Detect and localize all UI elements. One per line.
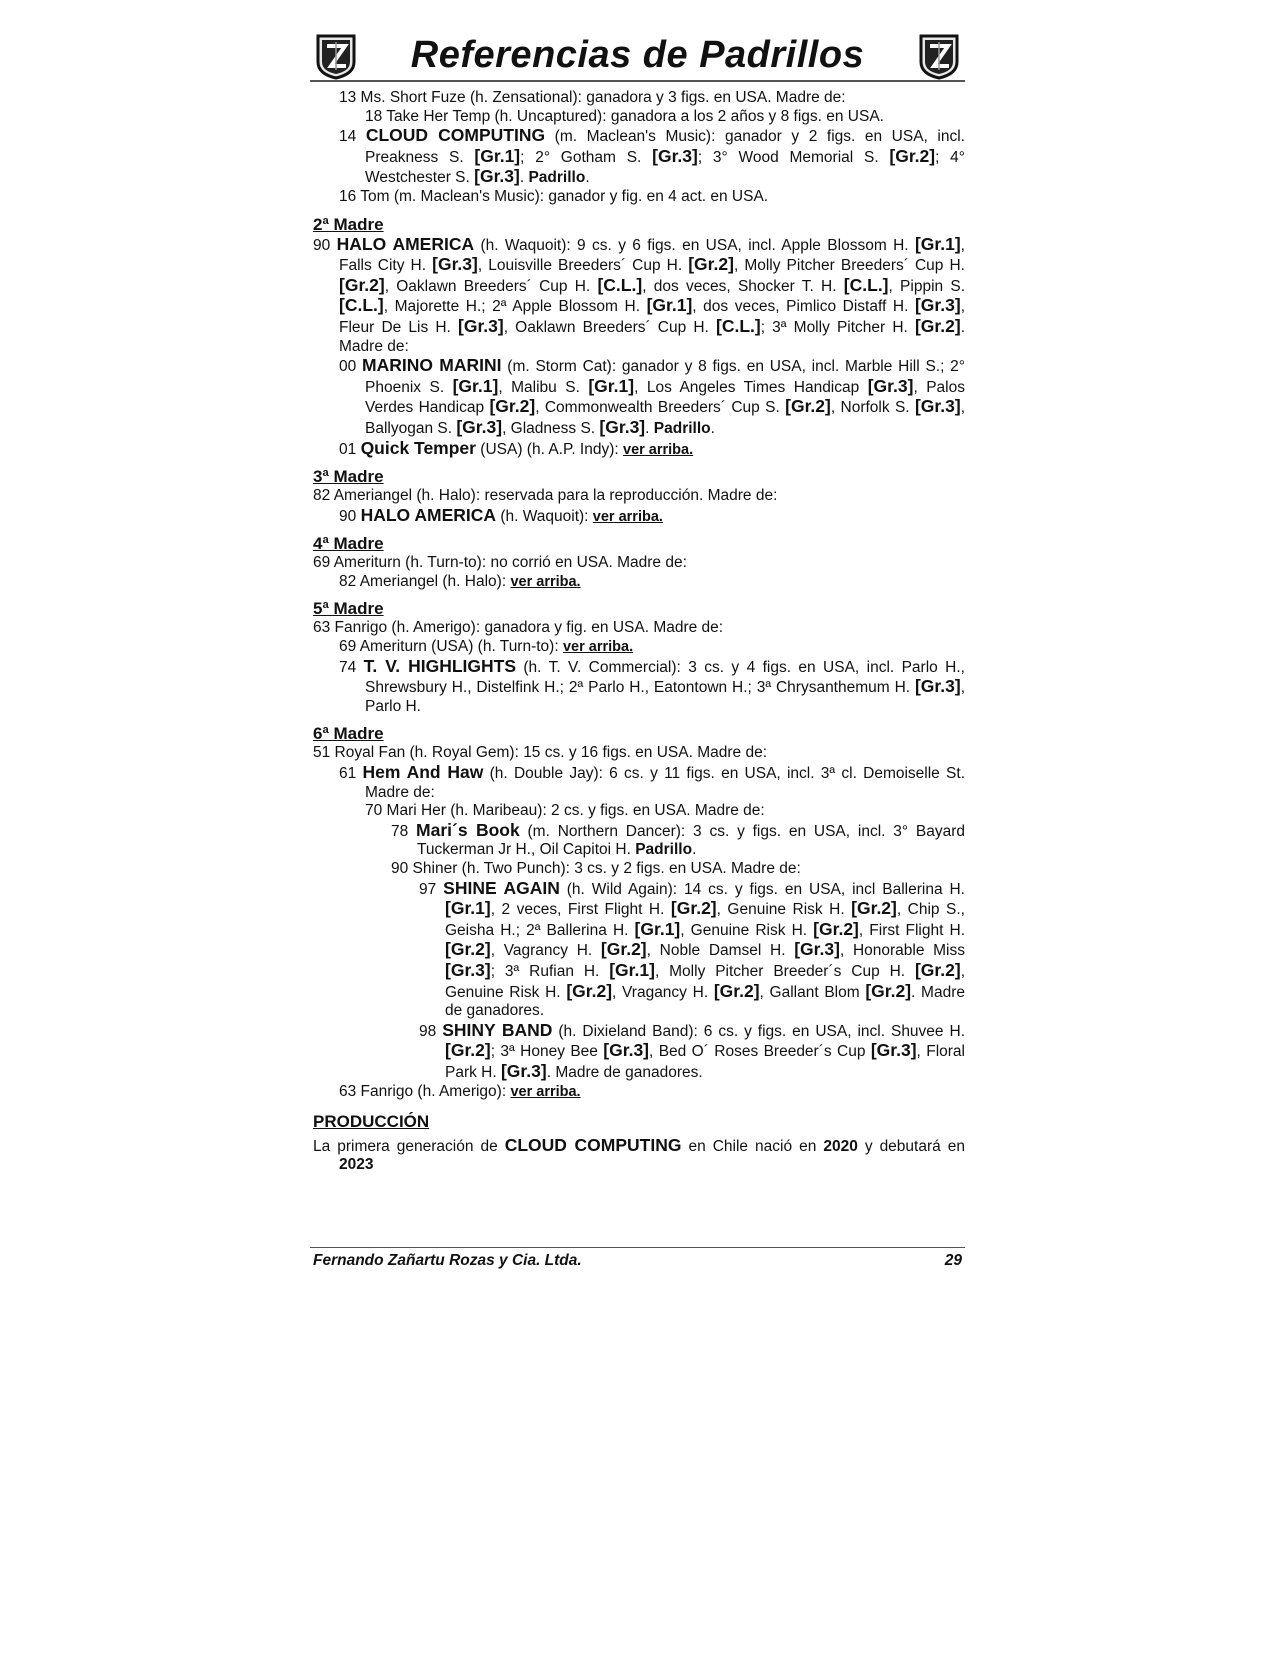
- page-number: 29: [944, 1252, 962, 1269]
- footer-company: Fernando Zañartu Rozas y Cia. Ltda.: [313, 1252, 582, 1269]
- dam-line: 51 Royal Fan (h. Royal Gem): 15 cs. y 16 figs. en USA. Madre de:: [313, 744, 768, 762]
- offspring-line: 90 HALO AMERICA (h. Waquoit): ver arriba.: [339, 504, 663, 525]
- offspring-line: 70 Mari Her (h. Maribeau): 2 cs. y figs. en USA. Madre de:: [365, 802, 765, 820]
- section-heading: 2ª Madre: [313, 214, 384, 234]
- offspring-line: 74 T. V. HIGHLIGHTS (h. T. V. Commercial): 3 cs. y 4 figs. en USA, incl. Parlo H., Shrewsbury H., Distelfink H.; 2ª Parlo H., Eatontown H.; 3ª Chrysanthemum H. [Gr.3], Parlo H.: [339, 655, 965, 715]
- offspring-line: 63 Fanrigo (h. Amerigo): ver arriba.: [339, 1082, 581, 1100]
- section-heading: 4ª Madre: [313, 534, 384, 554]
- page-footer: [310, 1247, 965, 1273]
- dam-line: 90 HALO AMERICA (h. Waquoit): 9 cs. y 6 figs. en USA, incl. Apple Blossom H. [Gr.1], Falls City H. [Gr.3], Louisville Breeders´ Cup H. [Gr.2], Molly Pitcher Breeders´ Cup H. [Gr.2], Oaklawn Breeders´ Cup H. [C.L.], dos veces, Shocker T. H. [C.L.], Pippin S. [C.L.], Majorette H.; 2ª Apple Blossom H. [Gr.1], dos veces, Pimlico Distaff H. [Gr.3], Fleur De Lis H. [Gr.3], Oaklawn Breeders´ Cup H. [C.L.]; 3ª Molly Pitcher H. [Gr.2]. Madre de:: [313, 233, 966, 355]
- production-heading: PRODUCCIÓN: [313, 1112, 430, 1132]
- dam-line: 69 Ameriturn (h. Turn-to): no corrió en USA. Madre de:: [313, 554, 687, 572]
- offspring-line: 97 SHINE AGAIN (h. Wild Again): 14 cs. y figs. en USA, incl Ballerina H. [Gr.1], 2 veces, First Flight H. [Gr.2], Genuine Risk H. [Gr.2], Chip S., Geisha H.; 2ª Ballerina H. [Gr.1], Genuine Risk H. [Gr.2], First Flight H. [Gr.2], Vagrancy H. [Gr.2], Noble Damsel H. [Gr.3], Honorable Miss [Gr.3]; 3ª Rufian H. [Gr.1], Molly Pitcher Breeder´s Cup H. [Gr.2], Genuine Risk H. [Gr.2], Vragancy H. [Gr.2], Gallant Blom [Gr.2]. Madre de ganadores.: [419, 877, 966, 1020]
- zr-logo-icon: [915, 32, 963, 80]
- dam-line: 63 Fanrigo (h. Amerigo): ganadora y fig. en USA. Madre de:: [313, 619, 724, 637]
- section-heading: 5ª Madre: [313, 599, 384, 619]
- section-heading: 6ª Madre: [313, 724, 384, 744]
- offspring-line: 78 Mari´s Book (m. Northern Dancer): 3 cs. y figs. en USA, incl. 3° Bayard Tuckerman Jr H., Oil Capitoi H. Padrillo.: [391, 819, 965, 859]
- offspring-line: 82 Ameriangel (h. Halo): ver arriba.: [339, 572, 581, 590]
- footer-rule: [310, 1247, 965, 1248]
- offspring-line: 18 Take Her Temp (h. Uncaptured): ganadora a los 2 años y 8 figs. en USA.: [365, 107, 884, 125]
- section-heading: 3ª Madre: [313, 467, 384, 487]
- offspring-line: 13 Ms. Short Fuze (h. Zensational): ganadora y 3 figs. en USA. Madre de:: [339, 89, 846, 106]
- production-text: La primera generación de CLOUD COMPUTING en Chile nació en 2020 y debutará en 2023: [313, 1134, 965, 1174]
- pedigree-content: [313, 89, 965, 1175]
- header-rule: [310, 80, 965, 82]
- page-header: [310, 28, 965, 86]
- offspring-line: 16 Tom (m. Maclean's Music): ganador y fig. en 4 act. en USA.: [339, 187, 769, 205]
- page-title: Referencias de Padrillos: [410, 34, 865, 76]
- offspring-line: 90 Shiner (h. Two Punch): 3 cs. y 2 figs. en USA. Madre de:: [391, 860, 801, 877]
- offspring-line: 61 Hem And Haw (h. Double Jay): 6 cs. y 11 figs. en USA, incl. 3ª cl. Demoiselle St. Madre de:: [339, 762, 965, 801]
- offspring-line: 98 SHINY BAND (h. Dixieland Band): 6 cs. y figs. en USA, incl. Shuvee H. [Gr.2]; 3ª Honey Bee [Gr.3], Bed O´ Roses Breeder´s Cup [Gr.3], Floral Park H. [Gr.3]. Madre de ganadores.: [419, 1019, 965, 1081]
- offspring-line: 14 CLOUD COMPUTING (m. Maclean's Music): ganador y 2 figs. en USA, incl. Preakness S. [Gr.1]; 2° Gotham S. [Gr.3]; 3° Wood Memorial S. [Gr.2]; 4° Westchester S. [Gr.3]. Padrillo.: [339, 125, 966, 187]
- offspring-line: 01 Quick Temper (USA) (h. A.P. Indy): ver arriba.: [339, 437, 694, 458]
- dam-line: 82 Ameriangel (h. Halo): reservada para la reproducción. Madre de:: [313, 487, 778, 505]
- offspring-line: 00 MARINO MARINI (m. Storm Cat): ganador y 8 figs. en USA, incl. Marble Hill S.; 2° Phoenix S. [Gr.1], Malibu S. [Gr.1], Los Angeles Times Handicap [Gr.3], Palos Verdes Handicap [Gr.2], Commonwealth Breeders´ Cup S. [Gr.2], Norfolk S. [Gr.3], Ballyogan S. [Gr.3], Gladness S. [Gr.3]. Padrillo.: [339, 355, 966, 437]
- offspring-line: 69 Ameriturn (USA) (h. Turn-to): ver arriba.: [339, 638, 634, 656]
